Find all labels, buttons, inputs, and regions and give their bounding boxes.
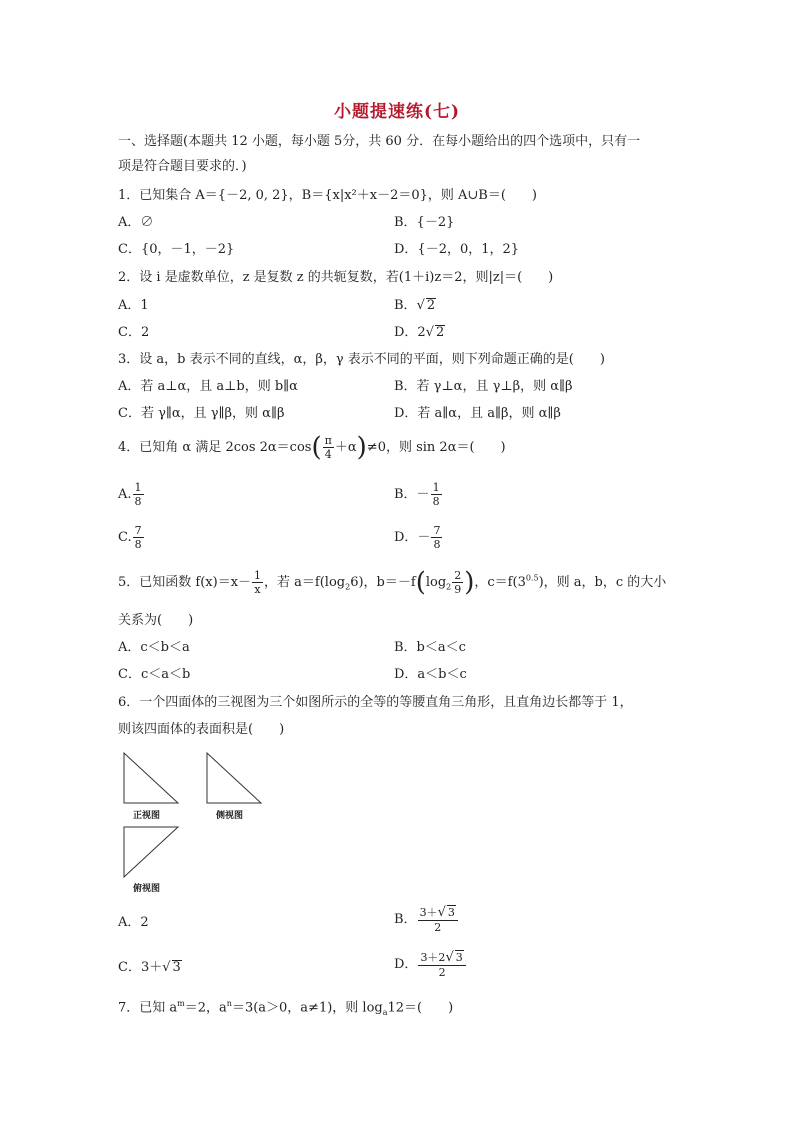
q5-option-b: B．b＜a＜c: [394, 640, 466, 655]
q2-option-a: A．1: [118, 298, 149, 313]
q2-option-b: B．√ 2: [394, 298, 436, 313]
q5-stem-line-1: 5．已知函数 f(x)＝x－ $\frac{1}{x}$ ，若 $a=f(\log_26)$，$b=-f(\log_2$ $\frac{2}{9}$ )，$c=f(3^{0.5})$，则 a，b，c 的大小: [118, 567, 667, 598]
q5-stem-line-2: 关系为( ): [118, 613, 194, 628]
q6-stem-line-1: 6．一个四面体的三视图为三个如图所示的全等的等腰直角三角形，且直角边长都等于 1，: [118, 695, 633, 710]
section-intro-line-1: 一、选择题(本题共 12 小题，每小题 5分，共 60 分．在每小题给出的四个选项中，只有一: [118, 134, 641, 149]
q1-option-b: B．{－2}: [394, 215, 455, 230]
q1-option-c: C．{0，－1，－2}: [118, 242, 235, 257]
q2-option-d: D．2√ 2: [394, 325, 445, 340]
top-view-triangle: [120, 824, 182, 880]
section-intro-line-2: 项是符合题目要求的．): [118, 159, 247, 174]
q1-option-a: A．∅: [118, 215, 154, 230]
page-title: 小题提速练(七): [333, 102, 461, 122]
q3-stem: 3．设 a，b 表示不同的直线，α，β，γ 表示不同的平面，则下列命题正确的是( ): [118, 352, 605, 367]
q5-option-a: A．c＜b＜a: [118, 640, 190, 655]
front-view-triangle: [120, 750, 182, 806]
q4-option-c: C. $\frac{7}{8}$: [118, 524, 142, 551]
q3-option-b: B．若 γ⊥α，且 γ⊥β，则 α∥β: [394, 379, 573, 394]
q3-option-a: A．若 a⊥α，且 a⊥b，则 b∥α: [118, 379, 298, 394]
side-view-triangle: [203, 750, 265, 806]
q5-option-c: C．c＜a＜b: [118, 667, 191, 682]
q6-option-b: B． $\frac{3+√ 3}{2}$: [394, 905, 459, 934]
q1-stem: 1．已知集合 A＝{－2, 0, 2}，B＝{x|x²＋x－2＝0}，则 A∪B＝( ): [118, 188, 538, 203]
side-view-caption: 侧视图: [216, 811, 244, 821]
q6-option-a: A．2: [118, 915, 149, 930]
q2-option-c: C．2: [118, 325, 150, 340]
q2-stem: 2．设 i 是虚数单位，z 是复数 z 的共轭复数，若(1＋i)z＝2，则|z|＝( ): [118, 270, 554, 285]
q4-option-a: A. $\frac{1}{8}$: [118, 481, 142, 508]
q1-option-d: D．{－2，0，1，2}: [394, 242, 520, 257]
q5-option-d: D．a＜b＜c: [394, 667, 467, 682]
q6-option-c: C．3＋√ 3: [118, 960, 181, 975]
q3-option-c: C．若 γ∥α，且 γ∥β，则 α∥β: [118, 406, 285, 421]
q7-stem: 7．已知 $a^m=2$，$a^n=3(a>0$，a≠1)，则 $\log_a12=$( ): [118, 999, 454, 1017]
q4-option-b: B．－ $\frac{1}{8}$: [394, 481, 440, 508]
q6-stem-line-2: 则该四面体的表面积是( ): [118, 722, 285, 737]
q6-option-d: D． $\frac{3+2√ 3}{2}$: [394, 950, 467, 979]
q3-option-d: D．若 a∥α，且 a∥β，则 α∥β: [394, 406, 561, 421]
top-view-caption: 俯视图: [133, 884, 161, 894]
front-view-caption: 正视图: [133, 811, 161, 821]
q4-option-d: D．－ $\frac{7}{8}$: [394, 524, 441, 551]
q4-stem: 4．已知角 α 满足 2cos 2α＝cos( $\frac{\pi}{4}$ ＋α)≠0，则 sin 2α＝( ): [118, 432, 506, 463]
